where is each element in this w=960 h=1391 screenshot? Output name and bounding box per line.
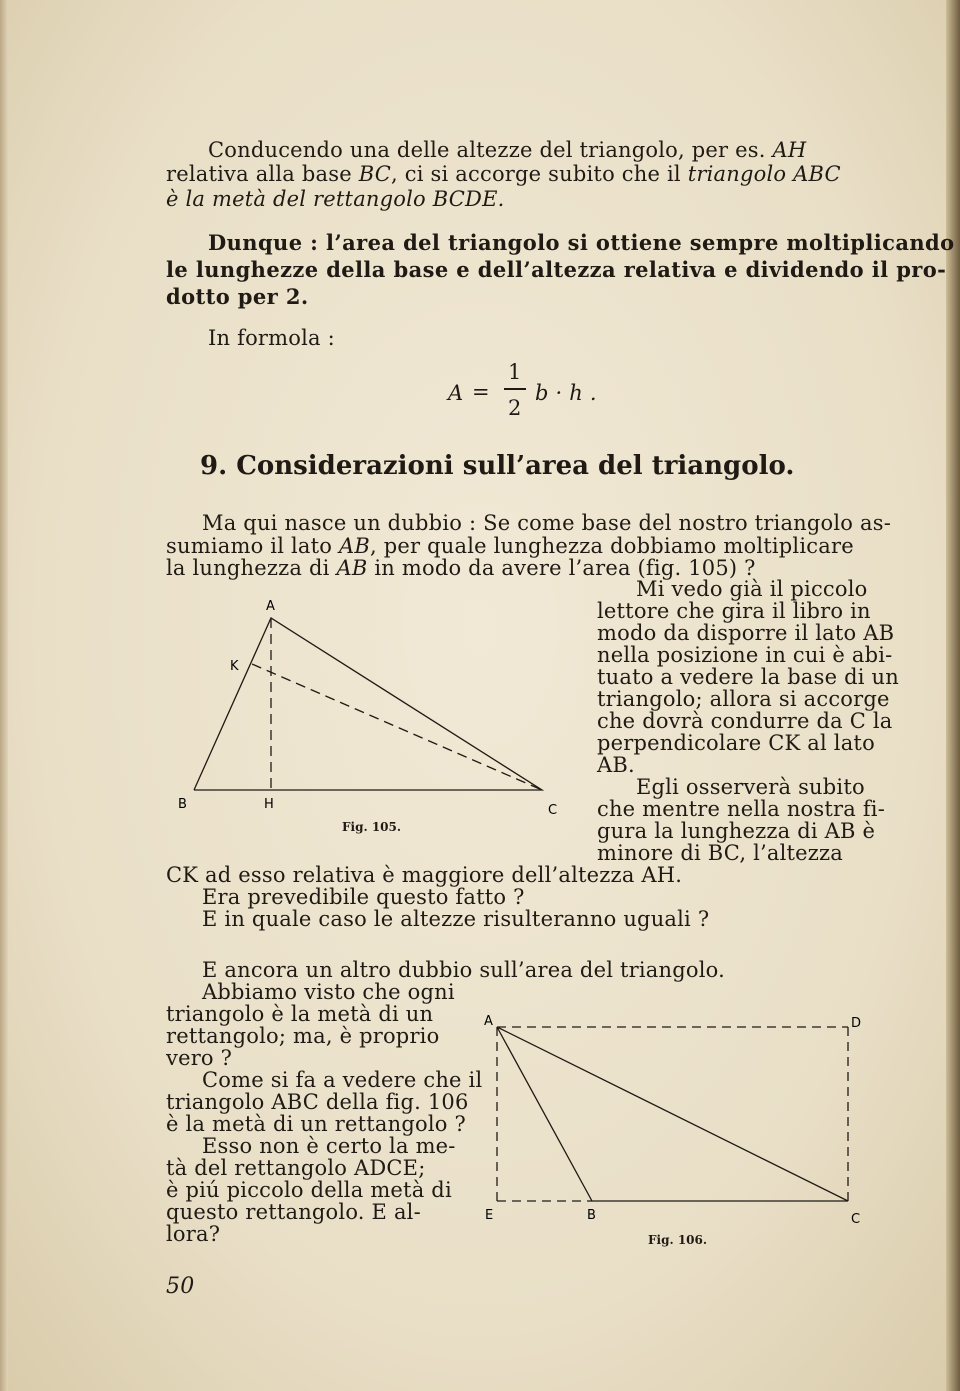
fig105-caption: Fig. 105. bbox=[342, 820, 402, 834]
formula-denominator: 2 bbox=[508, 396, 522, 420]
page-right-edge bbox=[946, 0, 960, 1391]
sec9-right-line: Mi vedo già il piccolo bbox=[636, 577, 868, 601]
secb-left-line: tà del rettangolo ADCE; bbox=[166, 1156, 426, 1180]
formula-numerator: 1 bbox=[508, 360, 522, 384]
sec9-after-line2: Era prevedibile questo fatto ? bbox=[202, 885, 525, 909]
fig106-label-d: D bbox=[851, 1016, 862, 1031]
sec9-right-line: gura la lunghezza di AB è bbox=[597, 819, 876, 843]
secb-left-line: vero ? bbox=[166, 1046, 233, 1070]
formula-lhs: A bbox=[448, 381, 464, 405]
fig106-label-a: A bbox=[484, 1014, 493, 1029]
sec9-right-line: perpendicolare CK al lato bbox=[597, 731, 875, 755]
secb-left-line: rettangolo; ma, è proprio bbox=[166, 1024, 440, 1048]
section-heading: 9. Considerazioni sull’area del triangolo. bbox=[200, 451, 795, 481]
sec9-right-line: tuato a vedere la base di un bbox=[597, 665, 899, 689]
fig105-label-a: A bbox=[266, 599, 275, 614]
sec9-line1: Ma qui nasce un dubbio : Se come base del nostro triangolo as- bbox=[202, 511, 892, 535]
sec9-after-line3: E in quale caso le altezze risulteranno uguali ? bbox=[202, 907, 710, 931]
secb-left-line: è la metà di un rettangolo ? bbox=[166, 1112, 466, 1136]
sec9-line2: sumiamo il lato AB, per quale lunghezza dobbiamo moltiplicare bbox=[166, 534, 854, 558]
secb-left-line: questo rettangolo. E al- bbox=[166, 1200, 421, 1224]
sec9-right-line: modo da disporre il lato AB bbox=[597, 621, 895, 645]
sec9-right-line: nella posizione in cui è abi- bbox=[597, 643, 893, 667]
sec9-line3: la lunghezza di AB in modo da avere l’area (fig. 105) ? bbox=[166, 556, 756, 580]
para1-line2: relativa alla base BC, ci si accorge subito che il triangolo ABC bbox=[166, 162, 841, 186]
sec9-right-line: triangolo; allora si accorge bbox=[597, 687, 890, 711]
formula-rhs: b · h . bbox=[535, 381, 597, 405]
figure-105 bbox=[160, 590, 590, 840]
para2-line2: le lunghezze della base e dell’altezza relativa e dividendo il pro- bbox=[166, 257, 947, 282]
fig106-caption: Fig. 106. bbox=[648, 1233, 708, 1247]
fig105-label-h: H bbox=[264, 797, 274, 812]
fig105-label-c: C bbox=[548, 803, 558, 818]
sec9-right-line: AB. bbox=[597, 753, 635, 777]
sec9-after-line1: CK ad esso relativa è maggiore dell’altezza AH. bbox=[166, 863, 683, 887]
fig106-label-e: E bbox=[485, 1208, 494, 1223]
page-left-edge bbox=[0, 0, 8, 1391]
fig105-label-b: B bbox=[178, 797, 187, 812]
figure-106 bbox=[470, 1005, 890, 1245]
secb-left-line: lora? bbox=[166, 1222, 221, 1246]
sec9-right-line: che mentre nella nostra fi- bbox=[597, 797, 886, 821]
page-number: 50 bbox=[166, 1274, 195, 1299]
secb-left-line: Come si fa a vedere che il bbox=[202, 1068, 483, 1092]
secb-line1: E ancora un altro dubbio sull’area del triangolo. bbox=[202, 958, 725, 982]
secb-left-line: triangolo è la metà di un bbox=[166, 1002, 434, 1026]
formula-equals: = bbox=[472, 380, 490, 404]
secb-left-line: Abbiamo visto che ogni bbox=[202, 980, 455, 1004]
para1-line1: Conducendo una delle altezze del triangolo, per es. AH bbox=[208, 138, 807, 162]
para1-line3: è la metà del rettangolo BCDE. bbox=[166, 187, 505, 211]
sec9-right-line: Egli osserverà subito bbox=[636, 775, 865, 799]
formula-intro: In formola : bbox=[208, 326, 335, 350]
fig106-label-c: C bbox=[851, 1212, 861, 1227]
fig106-label-b: B bbox=[587, 1208, 596, 1223]
sec9-right-line: lettore che gira il libro in bbox=[597, 599, 871, 623]
fraction-bar bbox=[504, 388, 526, 390]
secb-left-line: Esso non è certo la me- bbox=[202, 1134, 456, 1158]
secb-left-line: triangolo ABC della fig. 106 bbox=[166, 1090, 469, 1114]
para2-line1: Dunque : l’area del triangolo si ottiene sempre moltiplicando bbox=[208, 230, 955, 255]
fig105-label-k: K bbox=[230, 659, 239, 674]
secb-left-line: è piú piccolo della metà di bbox=[166, 1178, 452, 1202]
para2-line3: dotto per 2. bbox=[166, 284, 309, 309]
sec9-right-line: che dovrà condurre da C la bbox=[597, 709, 893, 733]
sec9-right-line: minore di BC, l’altezza bbox=[597, 841, 844, 865]
